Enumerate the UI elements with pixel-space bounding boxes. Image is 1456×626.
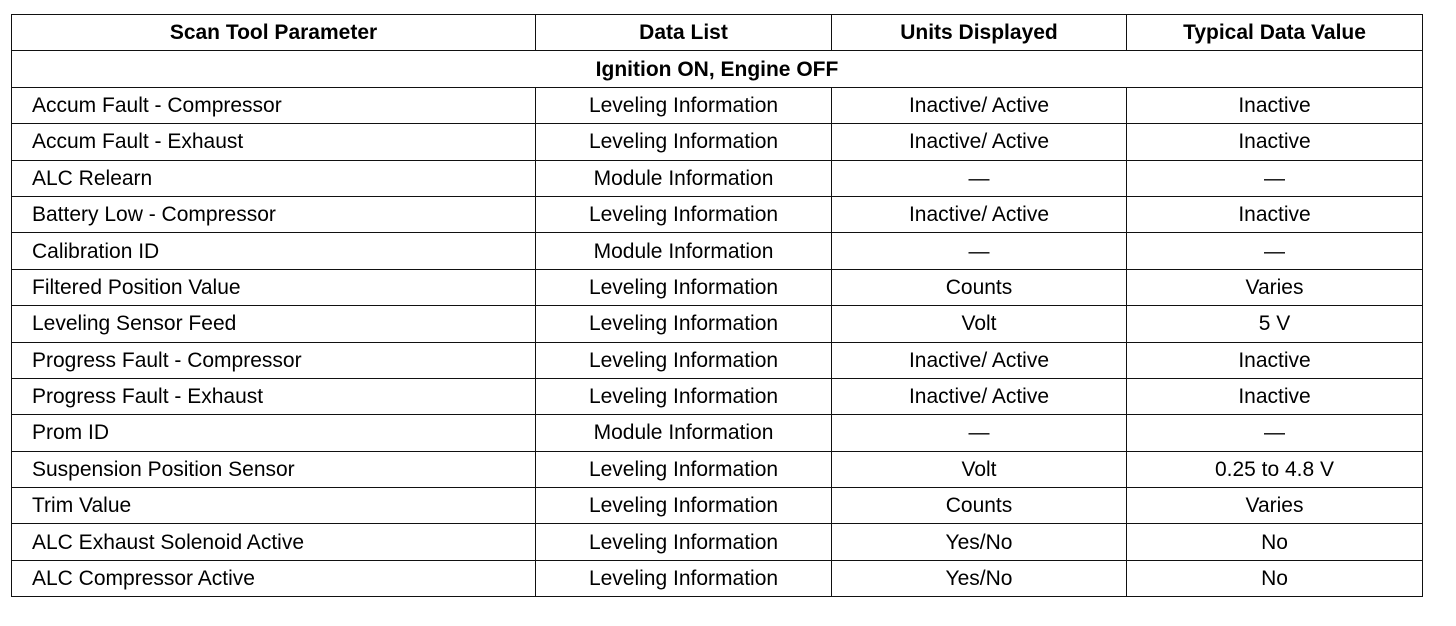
table-row bbox=[12, 488, 1423, 524]
table-row bbox=[12, 524, 1423, 560]
table-row bbox=[12, 451, 1423, 487]
cell-units-displayed: Inactive/ Active bbox=[832, 124, 1127, 160]
cell-parameter: Filtered Position Value bbox=[12, 269, 536, 305]
cell-units-displayed: Inactive/ Active bbox=[832, 87, 1127, 123]
cell-typical-data-value: Inactive bbox=[1127, 124, 1423, 160]
section-label: Ignition ON, Engine OFF bbox=[12, 51, 1423, 87]
cell-data-list: Module Information bbox=[536, 160, 832, 196]
cell-parameter: Accum Fault - Compressor bbox=[12, 87, 536, 123]
cell-units-displayed: Inactive/ Active bbox=[832, 196, 1127, 232]
cell-parameter: Battery Low - Compressor bbox=[12, 196, 536, 232]
table-row bbox=[12, 415, 1423, 451]
cell-parameter: ALC Relearn bbox=[12, 160, 536, 196]
table-header bbox=[12, 15, 1423, 51]
cell-typical-data-value: Inactive bbox=[1127, 196, 1423, 232]
cell-parameter: ALC Exhaust Solenoid Active bbox=[12, 524, 536, 560]
cell-data-list: Leveling Information bbox=[536, 524, 832, 560]
cell-units-displayed: Yes/No bbox=[832, 524, 1127, 560]
cell-parameter: Accum Fault - Exhaust bbox=[12, 124, 536, 160]
cell-parameter: Prom ID bbox=[12, 415, 536, 451]
cell-data-list: Leveling Information bbox=[536, 87, 832, 123]
table-row bbox=[12, 124, 1423, 160]
cell-data-list: Leveling Information bbox=[536, 560, 832, 596]
header-data-list: Data List bbox=[536, 15, 832, 51]
cell-data-list: Leveling Information bbox=[536, 378, 832, 414]
cell-typical-data-value: No bbox=[1127, 524, 1423, 560]
cell-parameter: Leveling Sensor Feed bbox=[12, 306, 536, 342]
cell-typical-data-value: — bbox=[1127, 160, 1423, 196]
cell-typical-data-value: 5 V bbox=[1127, 306, 1423, 342]
table-row bbox=[12, 160, 1423, 196]
cell-typical-data-value: Inactive bbox=[1127, 342, 1423, 378]
cell-units-displayed: — bbox=[832, 415, 1127, 451]
cell-typical-data-value: No bbox=[1127, 560, 1423, 596]
cell-typical-data-value: — bbox=[1127, 233, 1423, 269]
cell-data-list: Module Information bbox=[536, 415, 832, 451]
header-typical-data-value: Typical Data Value bbox=[1127, 15, 1423, 51]
table-body bbox=[12, 51, 1423, 597]
cell-typical-data-value: Varies bbox=[1127, 488, 1423, 524]
cell-data-list: Leveling Information bbox=[536, 306, 832, 342]
cell-data-list: Leveling Information bbox=[536, 269, 832, 305]
cell-units-displayed: Counts bbox=[832, 269, 1127, 305]
cell-units-displayed: Volt bbox=[832, 451, 1127, 487]
cell-units-displayed: Inactive/ Active bbox=[832, 342, 1127, 378]
cell-units-displayed: Counts bbox=[832, 488, 1127, 524]
cell-data-list: Leveling Information bbox=[536, 488, 832, 524]
cell-parameter: Trim Value bbox=[12, 488, 536, 524]
cell-data-list: Leveling Information bbox=[536, 124, 832, 160]
cell-parameter: Suspension Position Sensor bbox=[12, 451, 536, 487]
header-row bbox=[12, 15, 1423, 51]
table-row bbox=[12, 342, 1423, 378]
header-units-displayed: Units Displayed bbox=[832, 15, 1127, 51]
cell-typical-data-value: Varies bbox=[1127, 269, 1423, 305]
header-scan-tool-parameter: Scan Tool Parameter bbox=[12, 15, 536, 51]
cell-data-list: Module Information bbox=[536, 233, 832, 269]
table-row bbox=[12, 560, 1423, 596]
cell-data-list: Leveling Information bbox=[536, 451, 832, 487]
cell-units-displayed: Volt bbox=[832, 306, 1127, 342]
cell-data-list: Leveling Information bbox=[536, 196, 832, 232]
cell-typical-data-value: Inactive bbox=[1127, 87, 1423, 123]
table-row bbox=[12, 233, 1423, 269]
cell-parameter: ALC Compressor Active bbox=[12, 560, 536, 596]
cell-units-displayed: — bbox=[832, 160, 1127, 196]
cell-units-displayed: Inactive/ Active bbox=[832, 378, 1127, 414]
cell-parameter: Calibration ID bbox=[12, 233, 536, 269]
cell-typical-data-value: — bbox=[1127, 415, 1423, 451]
cell-typical-data-value: 0.25 to 4.8 V bbox=[1127, 451, 1423, 487]
cell-units-displayed: Yes/No bbox=[832, 560, 1127, 596]
cell-parameter: Progress Fault - Compressor bbox=[12, 342, 536, 378]
section-row bbox=[12, 51, 1423, 87]
table-row bbox=[12, 306, 1423, 342]
cell-units-displayed: — bbox=[832, 233, 1127, 269]
table-row bbox=[12, 87, 1423, 123]
table-row bbox=[12, 378, 1423, 414]
table-row bbox=[12, 196, 1423, 232]
table-row bbox=[12, 269, 1423, 305]
scan-tool-data-table bbox=[11, 14, 1423, 597]
cell-parameter: Progress Fault - Exhaust bbox=[12, 378, 536, 414]
cell-typical-data-value: Inactive bbox=[1127, 378, 1423, 414]
cell-data-list: Leveling Information bbox=[536, 342, 832, 378]
